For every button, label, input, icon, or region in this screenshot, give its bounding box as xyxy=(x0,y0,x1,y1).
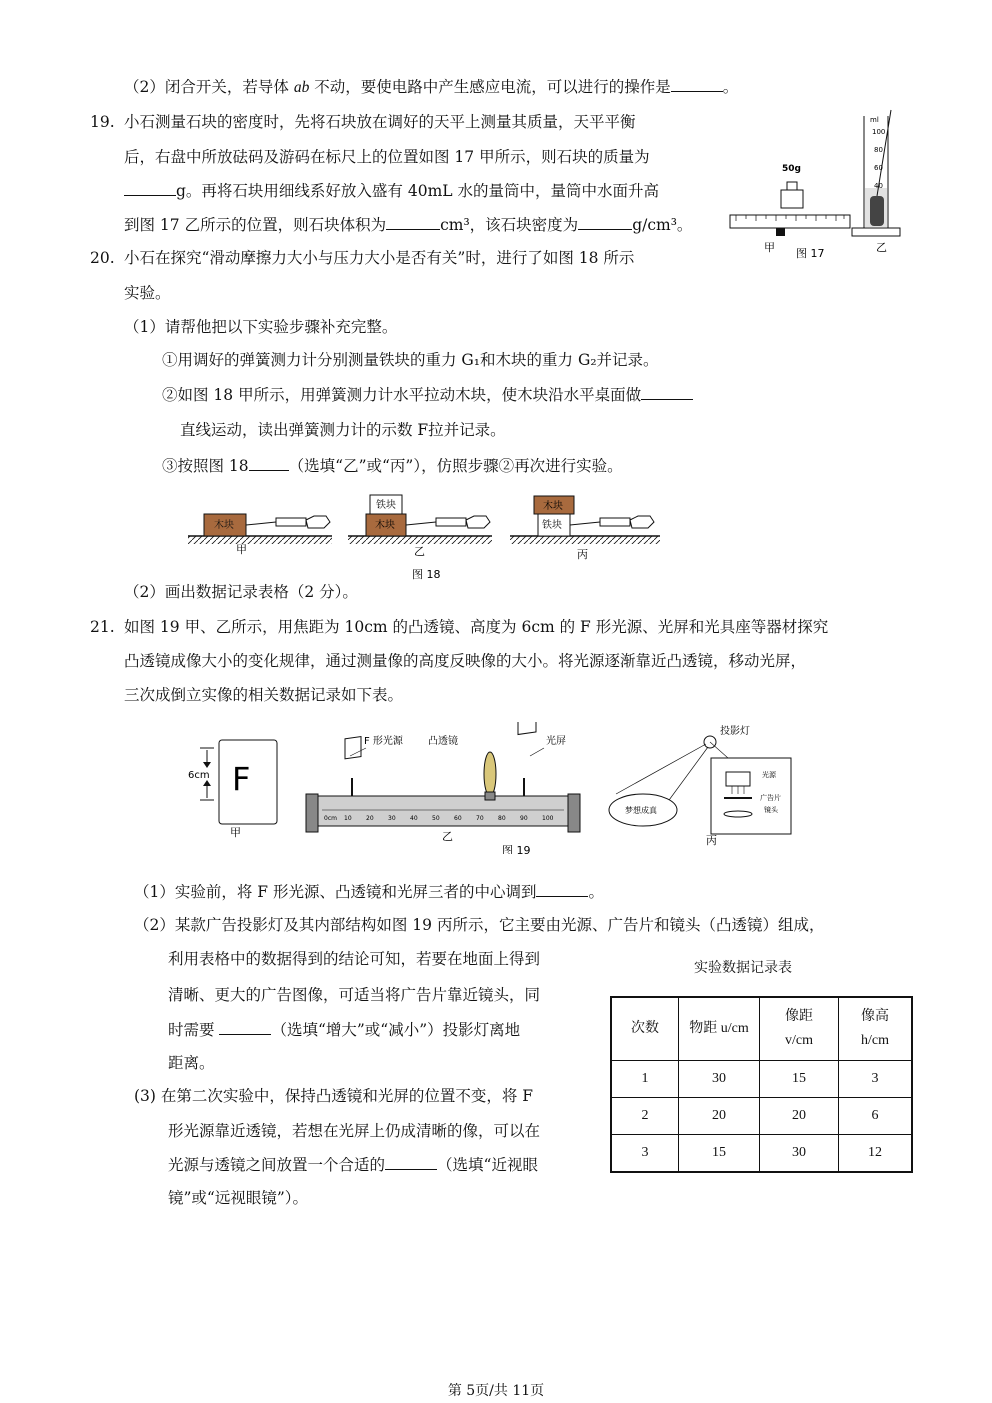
fig17-caption: 图 17 xyxy=(796,247,825,260)
variable: ab xyxy=(293,79,310,96)
tick-label: 60 xyxy=(874,164,883,172)
q21-part1 xyxy=(134,882,604,902)
label-jia: 甲 xyxy=(764,241,775,254)
tick-label: 80 xyxy=(874,146,883,154)
tick-label: 20 xyxy=(366,815,374,822)
ad-label: 广告片 xyxy=(760,794,781,802)
table-cell: 30 xyxy=(760,1135,839,1173)
table-row xyxy=(611,1061,912,1098)
q20-line1: 小石在探究“滑动摩擦力大小与压力大小是否有关”时，进行了如图 18 所示 xyxy=(124,249,635,267)
text: 时需要 xyxy=(168,1021,220,1039)
text: 到图 17 乙所示的位置，则石块体积为 xyxy=(124,216,387,234)
q21-line2: 凸透镜成像大小的变化规律，通过测量像的高度反映像的大小。将光源逐渐靠近凸透镜，移动光屏， xyxy=(124,652,807,670)
wood-label: 木块 xyxy=(375,520,395,531)
table-row xyxy=(611,1098,912,1135)
label-jia: 甲 xyxy=(236,543,247,556)
header-text: 像高 xyxy=(861,1009,889,1024)
scale-ruler xyxy=(730,215,850,228)
lens-head-label: 镜头 xyxy=(764,806,778,814)
table-cell: 3 xyxy=(611,1135,679,1173)
label-bing: 丙 xyxy=(706,834,717,847)
f-source-label: F 形光源 xyxy=(364,736,403,747)
weight-knob xyxy=(787,182,797,190)
header-text: 像距 xyxy=(785,1009,813,1024)
q20-part2: （2）画出数据记录表格（2 分）。 xyxy=(124,583,358,601)
text: 闭合开关，若导体 xyxy=(164,78,294,96)
label-jia: 甲 xyxy=(230,826,241,839)
answer-blank[interactable] xyxy=(578,215,632,230)
table-header-row xyxy=(611,997,912,1061)
hand xyxy=(466,516,490,528)
header-cell xyxy=(839,997,913,1061)
f-letter: F xyxy=(232,760,251,798)
text: g/cm³。 xyxy=(632,216,693,234)
string xyxy=(246,522,276,525)
table-cell: 20 xyxy=(760,1098,839,1135)
weight-label: 50g xyxy=(782,164,801,174)
text: 光源与透镜之间放置一个合适的 xyxy=(168,1156,386,1174)
text: ③按照图 18 xyxy=(162,457,249,475)
label-bing: 丙 xyxy=(577,548,588,561)
header-cell: 物距 u/cm xyxy=(679,997,760,1061)
image-text: 梦想成真 xyxy=(625,806,657,815)
q20-step2-cont: 直线运动，读出弹簧测力计的示数 F拉并记录。 xyxy=(180,421,506,439)
table-cell: 30 xyxy=(679,1061,760,1098)
rider xyxy=(776,228,785,236)
screen-label: 光屏 xyxy=(546,736,566,747)
answer-blank[interactable] xyxy=(386,215,440,230)
header-cell: 次数 xyxy=(611,997,679,1061)
label-yi: 乙 xyxy=(442,830,453,843)
tick-label: 0cm xyxy=(324,815,337,822)
q19-line2: 后，右盘中所放砝码及游码在标尺上的位置如图 17 甲所示，则石块的质量为 xyxy=(124,148,650,166)
lens-label: 凸透镜 xyxy=(428,736,458,747)
table-cell: 2 xyxy=(611,1098,679,1135)
table-cell: 1 xyxy=(611,1061,679,1098)
tick-label: 10 xyxy=(344,815,352,822)
fig18-caption: 图 18 xyxy=(412,568,441,581)
answer-blank[interactable] xyxy=(385,1155,437,1170)
answer-blank[interactable] xyxy=(249,456,289,471)
q21-part3: (3) 在第二次实验中，保持凸透镜和光屏的位置不变，将 F xyxy=(134,1087,534,1105)
q21-part2-l5: 距离。 xyxy=(168,1054,215,1072)
height-label: 6cm xyxy=(188,770,210,781)
figure-18 xyxy=(180,492,670,584)
figure-19 xyxy=(180,722,800,854)
ml-label: ml xyxy=(870,116,879,124)
text: （选填“增大”或“减小”）投影灯离地 xyxy=(271,1021,521,1039)
q21-part2-l4 xyxy=(168,1020,520,1040)
light-screen xyxy=(518,722,536,734)
q19-line3 xyxy=(124,181,659,201)
convex-lens xyxy=(484,752,496,796)
q20-number: 20. xyxy=(90,249,115,267)
q21-line1: 如图 19 甲、乙所示，用焦距为 10cm 的凸透镜、高度为 6cm 的 F 形光源、光屏和光具座等器材探究 xyxy=(124,618,829,636)
hand xyxy=(630,516,654,528)
text: 不动，要使电路中产生感应电流，可以进行的操作是 xyxy=(309,78,671,96)
table-cell: 20 xyxy=(679,1098,760,1135)
panel-yi xyxy=(306,722,580,843)
data-table xyxy=(610,996,913,1173)
text: （选填“乙”或“丙”），仿照步骤②再次进行实验。 xyxy=(288,457,623,475)
hand xyxy=(306,516,330,528)
tick-label: 60 xyxy=(454,815,462,822)
text: （1）实验前，将 F 形光源、凸透镜和光屏三者的中心调到 xyxy=(134,883,537,901)
q21-line3: 三次成倒立实像的相关数据记录如下表。 xyxy=(124,686,404,704)
answer-blank[interactable] xyxy=(641,385,693,400)
text: （选填“近视眼 xyxy=(437,1156,538,1174)
tick-label: 30 xyxy=(388,815,396,822)
tick-label: 100 xyxy=(542,815,554,822)
q21-part3-l3 xyxy=(168,1155,538,1175)
q20-line2: 实验。 xyxy=(124,284,171,302)
q21-number: 21. xyxy=(90,618,115,636)
wood-label: 木块 xyxy=(214,520,234,531)
panel-yi xyxy=(348,495,492,558)
tick-label: 50 xyxy=(432,815,440,822)
tick-label: 80 xyxy=(498,815,506,822)
q21-part3-l2: 形光源靠近透镜，若想在光屏上仍成清晰的像，可以在 xyxy=(168,1122,541,1140)
tick-label: 40 xyxy=(874,182,883,190)
f-light-source xyxy=(345,737,361,759)
answer-blank[interactable] xyxy=(671,77,723,92)
lens-head xyxy=(724,811,752,817)
part-number: （2） xyxy=(124,78,165,96)
q21-part3-l4: 镜”或“远视眼镜”）。 xyxy=(168,1189,309,1207)
header-unit: v/cm xyxy=(785,1033,813,1048)
q20-step1: ①用调好的弹簧测力计分别测量铁块的重力 G₁和木块的重力 G₂并记录。 xyxy=(162,351,659,369)
iron-label: 铁块 xyxy=(376,500,396,511)
light-label: 光源 xyxy=(762,771,776,779)
answer-blank[interactable] xyxy=(124,181,176,196)
q18-part2 xyxy=(124,77,738,98)
stone xyxy=(870,196,884,226)
tick-label: 70 xyxy=(476,815,484,822)
panel-jia xyxy=(188,740,277,839)
table-cell: 12 xyxy=(839,1135,913,1173)
table-title: 实验数据记录表 xyxy=(694,960,792,976)
text: g。再将石块用细线系好放入盛有 40mL 水的量筒中，量筒中水面升高 xyxy=(176,182,659,200)
table-cell: 15 xyxy=(760,1061,839,1098)
spring-scale xyxy=(436,518,466,526)
q21-part2-l3: 清晰、更大的广告图像，可适当将广告片靠近镜头，同 xyxy=(168,986,541,1004)
projector-label: 投影灯 xyxy=(720,726,750,737)
spring-scale xyxy=(276,518,306,526)
answer-blank[interactable] xyxy=(536,882,588,897)
light-source xyxy=(726,772,750,786)
text: ②如图 18 甲所示，用弹簧测力计水平拉动木块，使木块沿水平桌面做 xyxy=(162,386,642,404)
table-cell: 3 xyxy=(839,1061,913,1098)
fig19-caption: 图 19 xyxy=(502,844,531,854)
wood-label: 木块 xyxy=(543,501,563,512)
label-yi: 乙 xyxy=(414,545,425,558)
header-cell xyxy=(760,997,839,1061)
weight-block xyxy=(781,190,803,208)
q21-part2-l2: 利用表格中的数据得到的结论可知，若要在地面上得到 xyxy=(168,950,541,968)
panel-bing xyxy=(510,496,660,561)
spring-scale xyxy=(600,518,630,526)
text: 。 xyxy=(722,78,739,96)
table-row xyxy=(611,1135,912,1173)
panel-bing xyxy=(609,724,791,847)
text: 。 xyxy=(588,883,604,901)
figure-17 xyxy=(726,108,926,263)
text: cm³，该石块密度为 xyxy=(440,216,579,234)
q20-step3 xyxy=(162,456,623,476)
panel-jia xyxy=(188,514,332,556)
tick-label: 100 xyxy=(872,128,886,136)
label-yi: 乙 xyxy=(876,241,887,254)
table-cell: 15 xyxy=(679,1135,760,1173)
q19-number: 19. xyxy=(90,113,115,131)
q19-line1: 小石测量石块的密度时，先将石块放在调好的天平上测量其质量，天平平衡 xyxy=(124,113,636,131)
tick-label: 90 xyxy=(520,815,528,822)
page-footer: 第 5页/共 11页 xyxy=(447,1383,545,1399)
q19-line4 xyxy=(124,215,692,235)
tick-label: 40 xyxy=(410,815,418,822)
header-unit: h/cm xyxy=(861,1033,889,1048)
q20-part1: （1）请帮他把以下实验步骤补充完整。 xyxy=(124,318,398,336)
q21-part2: （2）某款广告投影灯及其内部结构如图 19 丙所示，它主要由光源、广告片和镜头（凸透镜）组成， xyxy=(134,916,825,934)
answer-blank[interactable] xyxy=(219,1020,271,1035)
table-cell: 6 xyxy=(839,1098,913,1135)
cylinder-base xyxy=(852,228,900,236)
q20-step2 xyxy=(162,385,693,405)
iron-label: 铁块 xyxy=(542,520,562,531)
